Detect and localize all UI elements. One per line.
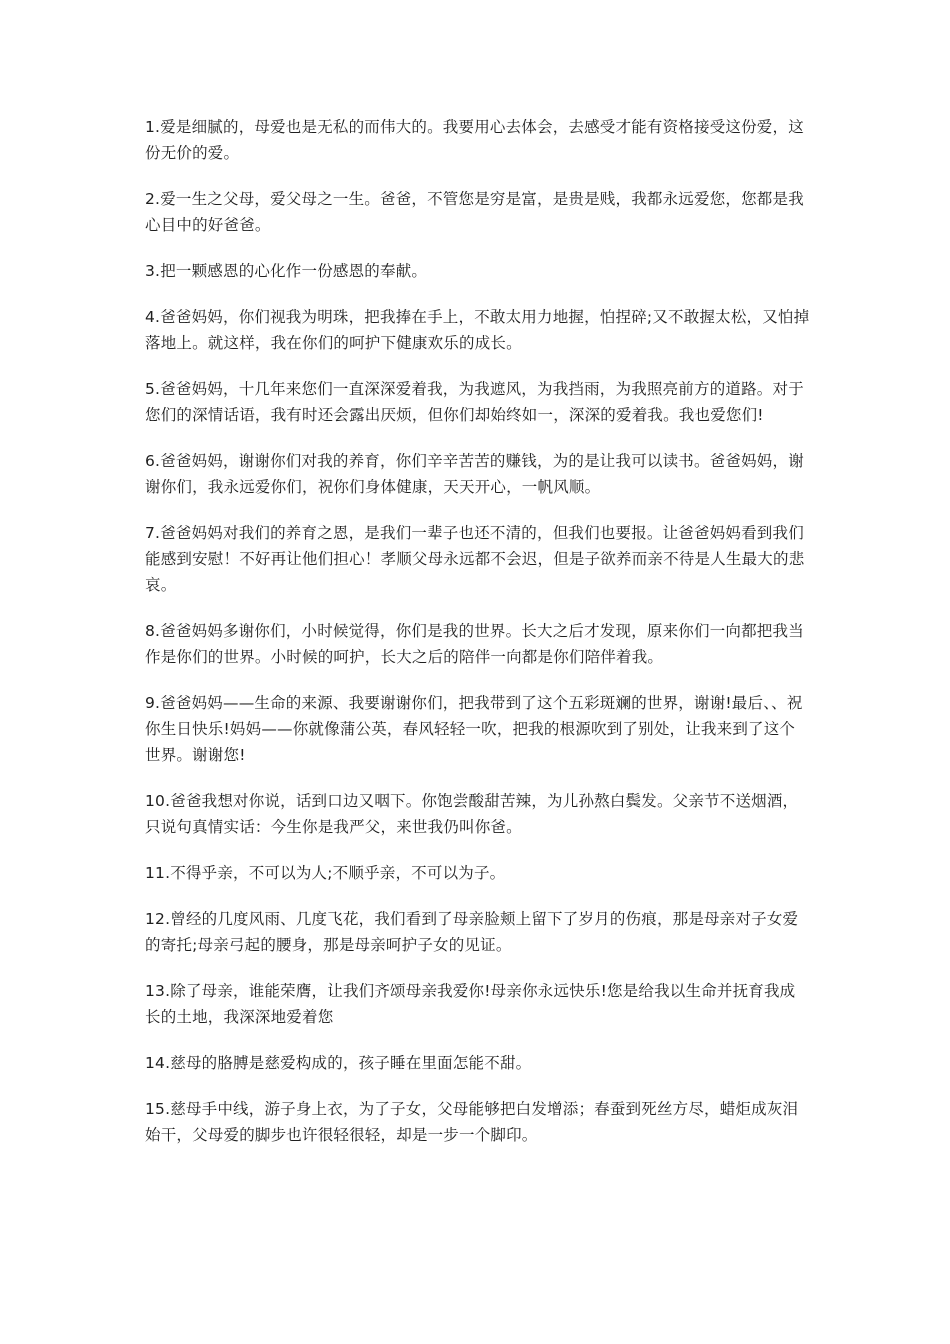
paragraph-10: 10.爸爸我想对你说，话到口边又咽下。你饱尝酸甜苦辣，为儿孙熬白鬓发。父亲节不送烟酒，只说句真情实话：今生你是我严父，来世我仍叫你爸。 <box>145 792 799 836</box>
document-body <box>145 114 810 1168</box>
paragraph-3: 3.把一颗感恩的心化作一份感恩的奉献。 <box>145 262 428 280</box>
paragraph-15: 15.慈母手中线，游子身上衣，为了子女，父母能够把白发增添；春蚕到死丝方尽，蜡炬成灰泪始干，父母爱的脚步也许很轻很轻，却是一步一个脚印。 <box>145 1100 799 1144</box>
paragraph-6: 6.爸爸妈妈，谢谢你们对我的养育，你们辛辛苦苦的赚钱，为的是让我可以读书。爸爸妈妈，谢谢你们，我永远爱你们，祝你们身体健康，天天开心，一帆风顺。 <box>145 452 804 496</box>
paragraph-8: 8.爸爸妈妈多谢你们，小时候觉得，你们是我的世界。长大之后才发现，原来你们一向都把我当作是你们的世界。小时候的呵护，长大之后的陪伴一向都是你们陪伴着我。 <box>145 622 804 666</box>
paragraph-12: 12.曾经的几度风雨、几度飞花，我们看到了母亲脸颊上留下了岁月的伤痕，那是母亲对子女爱的寄托;母亲弓起的腰身，那是母亲呵护子女的见证。 <box>145 910 799 954</box>
paragraph-9: 9.爸爸妈妈——生命的来源、我要谢谢你们，把我带到了这个五彩斑斓的世界，谢谢!最后、、祝你生日快乐!妈妈——你就像蒲公英，春风轻轻一吹，把我的根源吹到了别处，让我来到了这个世界。谢谢您! <box>145 694 803 764</box>
paragraph-14: 14.慈母的胳膊是慈爱构成的，孩子睡在里面怎能不甜。 <box>145 1054 532 1072</box>
paragraph-2: 2.爱一生之父母，爱父母之一生。爸爸，不管您是穷是富，是贵是贱，我都永远爱您，您都是我心目中的好爸爸。 <box>145 190 804 234</box>
paragraph-11: 11.不得乎亲，不可以为人;不顺乎亲，不可以为子。 <box>145 864 506 882</box>
paragraph-7: 7.爸爸妈妈对我们的养育之恩，是我们一辈子也还不清的，但我们也要报。让爸爸妈妈看到我们能感到安慰！不好再让他们担心！孝顺父母永远都不会迟，但是子欲养而亲不待是人生最大的悲哀。 <box>145 524 805 594</box>
paragraph-5: 5.爸爸妈妈，十几年来您们一直深深爱着我，为我遮风，为我挡雨，为我照亮前方的道路。对于您们的深情话语，我有时还会露出厌烦，但你们却始终如一，深深的爱着我。我也爱您们! <box>145 380 804 424</box>
paragraph-1: 1.爱是细腻的，母爱也是无私的而伟大的。我要用心去体会，去感受才能有资格接受这份爱，这份无价的爱。 <box>145 118 804 162</box>
paragraph-4: 4.爸爸妈妈，你们视我为明珠，把我捧在手上，不敢太用力地握，怕捏碎;又不敢握太松，又怕掉落地上。就这样，我在你们的呵护下健康欢乐的成长。 <box>145 308 810 352</box>
paragraph-13: 13.除了母亲，谁能荣膺，让我们齐颂母亲我爱你!母亲你永远快乐!您是给我以生命并抚育我成长的土地，我深深地爱着您 <box>145 982 796 1026</box>
